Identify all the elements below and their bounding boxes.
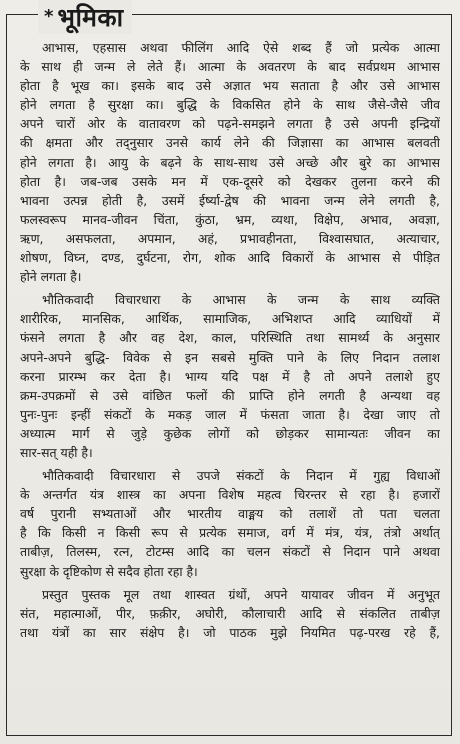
text-line: भावना उत्पन्न होती है, उसमें ईर्ष्या-द्वेष की भावना जन्म लेने लगती है, <box>20 192 440 208</box>
text-line: होने लगता है। <box>20 269 82 285</box>
paragraph <box>20 38 440 286</box>
paragraph <box>20 290 440 462</box>
text-line: के साथ ही जन्म ले लेते हैं। आत्मा के अवतरण के बाद सर्वप्रथम आभास <box>20 59 440 75</box>
text-line: होता है। जब-जब उसके मन में एक-दूसरे को देखकर तुलना करने की <box>20 173 440 189</box>
text-line: शारीरिक, मानसिक, आर्थिक, सामाजिक, अभिशप्त आदि व्याधियों में <box>20 311 440 327</box>
text-line: सुरक्षा के दृष्टिकोण से सदैव होता रहा है। <box>20 563 198 579</box>
title-block <box>38 0 132 34</box>
text-line: होने लगता है। आयु के बढ़ने के साथ-साथ उसे अच्छे और बुरे का आभास <box>20 154 440 170</box>
text-line: के अन्तर्गत यंत्र शास्त्र का अपना विशेष महत्व चिरन्तर से रहा है। हजारों <box>20 487 440 503</box>
text-line: वर्ष पुरानी सभ्यताओं और भारतीय वाङ्मय को तलाशें तो पता चलता <box>20 506 440 522</box>
text-line: अपने-अपने बुद्धि- विवेक से इन सबसे मुक्ति पाने के लिए निदान तलाश <box>20 349 440 365</box>
page-title: भूमिका <box>57 2 124 32</box>
text-line: होता है भूख का। इसके बाद उसे अज्ञात भय सताता है और उसे आभास <box>20 78 440 94</box>
paragraph <box>20 585 440 642</box>
text-line: भौतिकवादी विचारधारा के आभास के जन्म के साथ व्यक्ति <box>42 292 440 308</box>
text-line: होने लगता है सुरक्षा का। बुद्धि के विकसित होने के साथ जैसे-जैसे जीव <box>20 97 440 113</box>
paragraph <box>20 466 440 581</box>
title-star-ornament: * <box>44 6 54 27</box>
text-line: सार-सत् यही है। <box>20 444 93 460</box>
text-line: है कि किसी न किसी रूप से प्रत्येक समाज, वर्ग में मंत्र, यंत्र, तंत्रो अर्थात् <box>20 525 440 541</box>
text-line: फलस्वरूप मानव-जीवन चिंता, कुंठा, भ्रम, व्यथा, विक्षेप, अभाव, अवज्ञा, <box>20 211 440 227</box>
text-line: ताबीज़, तिलस्म, रत्न, टोटम्स आदि का चलन संकटों से निदान पाने अथवा <box>20 544 440 560</box>
text-line: फंसने लगता है और वह देश, काल, परिस्थिति तथा सामर्थ्य के अनुसार <box>20 330 440 346</box>
text-line: शोषण, विघ्न, दण्ड, दुर्घटना, रोग, शोक आदि विकारों के आभास से पीड़ित <box>20 250 440 266</box>
text-line: अध्यात्म मार्ग से जुड़े कुछेक लोगों को छोड़कर सामान्यतः जीवन का <box>20 425 440 441</box>
text-line: पुनः-पुनः इन्हीं संकटों के मकड़ जाल में फंसता जाता है। देखा जाए तो <box>20 406 440 422</box>
text-line: तथा यंत्रों का सार संक्षेप है। जो पाठक मुझे नियमित पढ़-परख रहे हैं, <box>20 624 440 640</box>
body-text <box>20 38 440 646</box>
text-line: आभास, एहसास अथवा फीलिंग आदि ऐसे शब्द हैं जो प्रत्येक आत्मा <box>42 40 440 55</box>
text-line: अपने चारों ओर के वातावरण को पढ़ने-समझने लगता है उसे अपनी इन्द्रियों <box>20 116 440 132</box>
text-line: प्रस्तुत पुस्तक मूल तथा शास्वत ग्रंथों, अपने यायावर जीवन में अनुभूत <box>42 586 440 602</box>
text-line: संत, महात्माओं, पीर, फ़क़ीर, अघोरी, कौलाचारी आदि से संकलित ताबीज़ <box>20 605 440 621</box>
text-line: क्रम-उपक्रमों से उसे वांछित फलों की प्राप्ति होने लगती है अन्यथा वह <box>20 387 440 403</box>
text-line: ऋण, असफलता, अपमान, अहं, प्रभावहीनता, विश्वासघात, अत्याचार, <box>20 230 440 246</box>
text-line: की क्षमता और तद्नुसार उनसे कार्य लेने की जिज्ञासा का आभास बलवती <box>20 135 440 151</box>
text-line: करना प्रारम्भ कर देता है। भाग्य यदि पक्ष में है तो अपने तलाशे हुए <box>20 368 440 384</box>
text-line: भौतिकवादी विचारधारा से उपजे संकटों के निदान में गुह्य विधाओं <box>42 468 440 484</box>
